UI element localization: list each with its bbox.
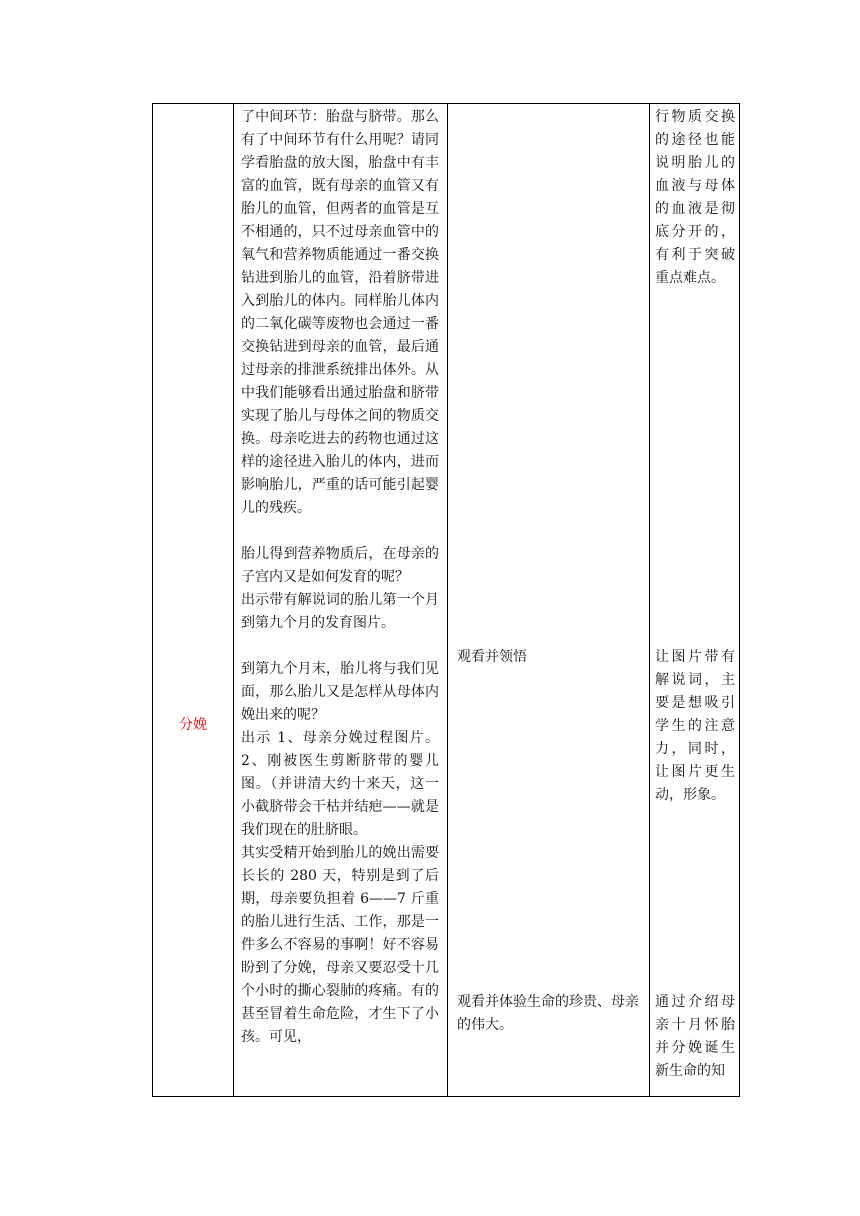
design-intent-cell — [651, 991, 739, 1083]
design-intent-cell — [651, 646, 739, 807]
design-intent-note: 行物质交换的途径也能说明胎儿的血液与母体的血液是彻底分开的，有利于突破重点难点。 — [655, 109, 735, 286]
teacher-paragraph: 到第九个月末，胎儿将与我们见面，那么胎儿又是怎样从母体内娩出来的呢？ — [241, 661, 439, 723]
column-divider — [447, 104, 448, 1096]
teacher-paragraph: 了中间环节：胎盘与脐带。那么有了中间环节有什么用呢？请同学看胎盘的放大图，胎盘中有丰富的血管，既有母亲的血管又有胎儿的血管，但两者的血管是互不相通的，只不过母亲血管中的氧气和营养物质能通过一番交换钻进到胎儿的血管，沿着脐带进入到胎儿的体内。同样胎儿体内的二氧化碳等废物也会通过一番交换钻进到母亲的血管，最后通过母亲的排泄系统排出体外。从中我们能够看出通过胎盘和脐带实现了胎儿与母体之间的物质交换。母亲吃进去的药物也通过这样的途径进入胎儿的体内，进而影响胎儿，严重的话可能引起婴儿的残疾。 — [241, 109, 439, 516]
teacher-paragraph: 其实受精开始到胎儿的娩出需要长长的 280 天，特别是到了后期，母亲要负担着 6——7 斤重的胎儿进行生活、工作，那是一件多么不容易的事啊！好不容易盼到了分娩，母亲又要忍受十几个小时的撕心裂肺的疼痛。有的甚至冒着生命危险，才生下了小孩。可见， — [241, 845, 439, 1045]
teacher-paragraph: 出示带有解说词的胎儿第一个月到第九个月的发育图片。 — [241, 592, 439, 631]
stage-label: 分娩 — [179, 717, 207, 733]
design-intent-note: 让图片带有解说词，主要是想吸引学生的注意力，同时，让图片更生动，形象。 — [655, 649, 735, 803]
design-intent-note: 通过介绍母亲十月怀胎并分娩诞生新生命的知 — [655, 994, 735, 1079]
teacher-activity-cell — [233, 104, 447, 1049]
student-activity: 观看并领悟 — [457, 649, 527, 665]
student-activity: 观看并体验生命的珍贵、母亲的伟大。 — [457, 994, 639, 1033]
teacher-paragraph: 出示 1、母亲分娩过程图片。2、刚被医生剪断脐带的婴儿图。（并讲清大约十来天，这一小截脐带会干枯并结疤——就是我们现在的肚脐眼。 — [241, 730, 439, 838]
column-divider — [649, 104, 650, 1096]
teacher-paragraph: 胎儿得到营养物质后，在母亲的子宫内又是如何发育的呢？ — [241, 546, 439, 585]
design-intent-cell — [651, 106, 739, 290]
lesson-table — [152, 103, 740, 1097]
